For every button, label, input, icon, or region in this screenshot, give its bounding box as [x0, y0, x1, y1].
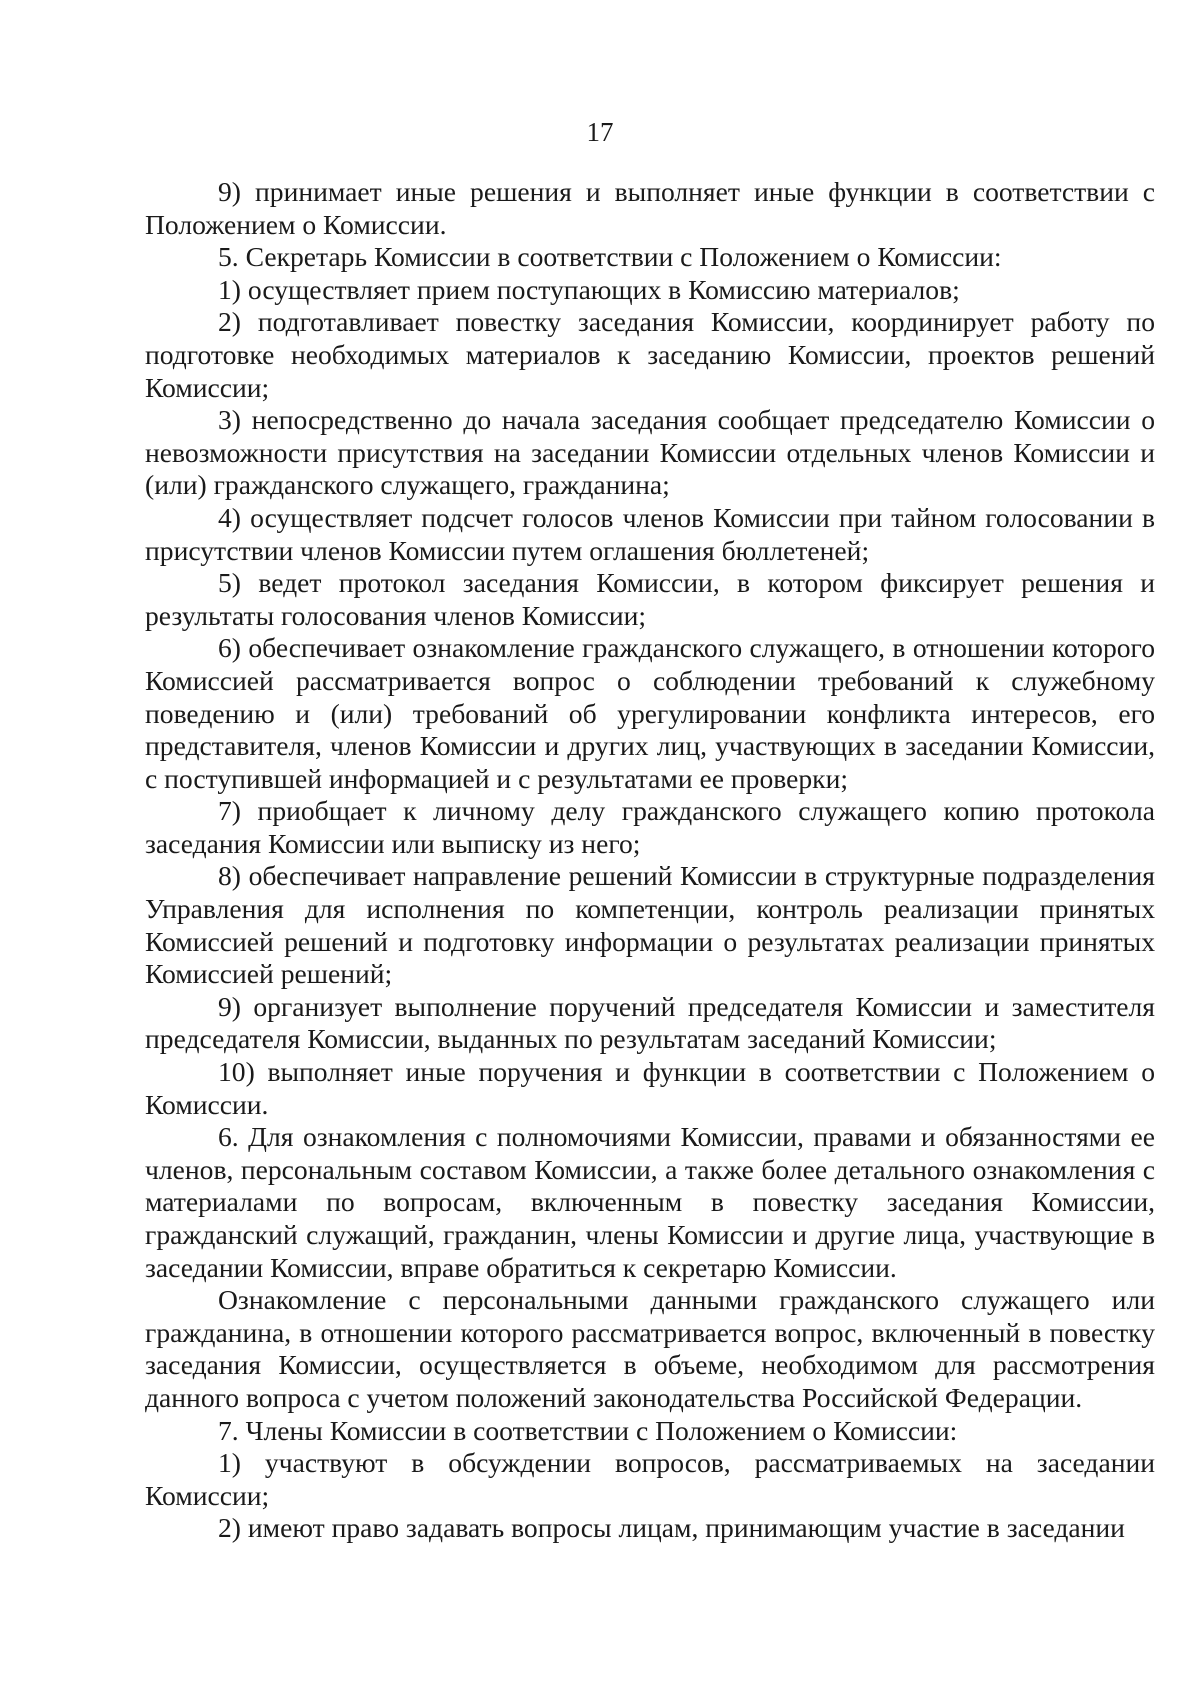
paragraph-7-members-heading: 7. Члены Комиссии в соответствии с Положением о Комиссии: — [218, 1414, 958, 1446]
paragraph-secretary-5: 5) ведет протокол заседания Комиссии, в котором фиксирует решения и результаты голосования членов Комиссии; — [145, 567, 1155, 631]
paragraph-6-familiarization: 6. Для ознакомления с полномочиями Комиссии, правами и обязанностями ее членов, персональным составом Комиссии, а также более детального ознакомления с материалами по вопросам, включенным в повестку заседания Комиссии, гражданский служащий, гражданин, члены Комиссии и другие лица, участвующие в заседании Комиссии, вправе обратиться к секретарю Комиссии. — [145, 1121, 1155, 1283]
paragraph-9-other-decisions: 9) принимает иные решения и выполняет иные функции в соответствии с Положением о Комиссии. — [145, 176, 1155, 240]
paragraph-secretary-1: 1) осуществляет прием поступающих в Комиссию материалов; — [218, 273, 960, 305]
paragraph-personal-data: Ознакомление с персональными данными гражданского служащего или гражданина, в отношении которого рассматривается вопрос, включенный в повестку заседания Комиссии, осуществляется в объеме, необходимом для рассмотрения данного вопроса с учетом положений законодательства Российской Федерации. — [145, 1284, 1155, 1413]
paragraph-members-1: 1) участвуют в обсуждении вопросов, рассматриваемых на заседании Комиссии; — [145, 1447, 1155, 1511]
paragraph-5-secretary-heading: 5. Секретарь Комиссии в соответствии с Положением о Комиссии: — [218, 241, 1002, 273]
paragraph-members-2: 2) имеют право задавать вопросы лицам, принимающим участие в заседании — [218, 1512, 1125, 1544]
paragraph-secretary-3: 3) непосредственно до начала заседания сообщает председателю Комиссии о невозможности присутствия на заседании Комиссии отдельных членов Комиссии и (или) гражданского служащего, гражданина; — [145, 404, 1155, 501]
paragraph-secretary-8: 8) обеспечивает направление решений Комиссии в структурные подразделения Управления для исполнения по компетенции, контроль реализации принятых Комиссией решений и подготовку информации о результатах реализации принятых Комиссией решений; — [145, 860, 1155, 990]
page-number: 17 — [586, 117, 614, 147]
paragraph-secretary-2: 2) подготавливает повестку заседания Комиссии, координирует работу по подготовке необходимых материалов к заседанию Комиссии, проектов решений Комиссии; — [145, 306, 1155, 403]
document-body — [145, 176, 1155, 1545]
paragraph-secretary-10: 10) выполняет иные поручения и функции в соответствии с Положением о Комиссии. — [145, 1056, 1155, 1120]
paragraph-secretary-6: 6) обеспечивает ознакомление гражданского служащего, в отношении которого Комиссией рассматривается вопрос о соблюдении требований к служебному поведению и (или) требований об урегулировании конфликта интересов, его представителя, членов Комиссии и других лиц, участвующих в заседании Комиссии, с поступившей информацией и с результатами ее проверки; — [145, 632, 1155, 794]
paragraph-secretary-9: 9) организует выполнение поручений председателя Комиссии и заместителя председателя Комиссии, выданных по результатам заседаний Комиссии; — [145, 990, 1155, 1055]
paragraph-secretary-7: 7) приобщает к личному делу гражданского служащего копию протокола заседания Комиссии или выписку из него; — [145, 795, 1155, 859]
paragraph-secretary-4: 4) осуществляет подсчет голосов членов Комиссии при тайном голосовании в присутствии членов Комиссии путем оглашения бюллетеней; — [145, 501, 1155, 566]
